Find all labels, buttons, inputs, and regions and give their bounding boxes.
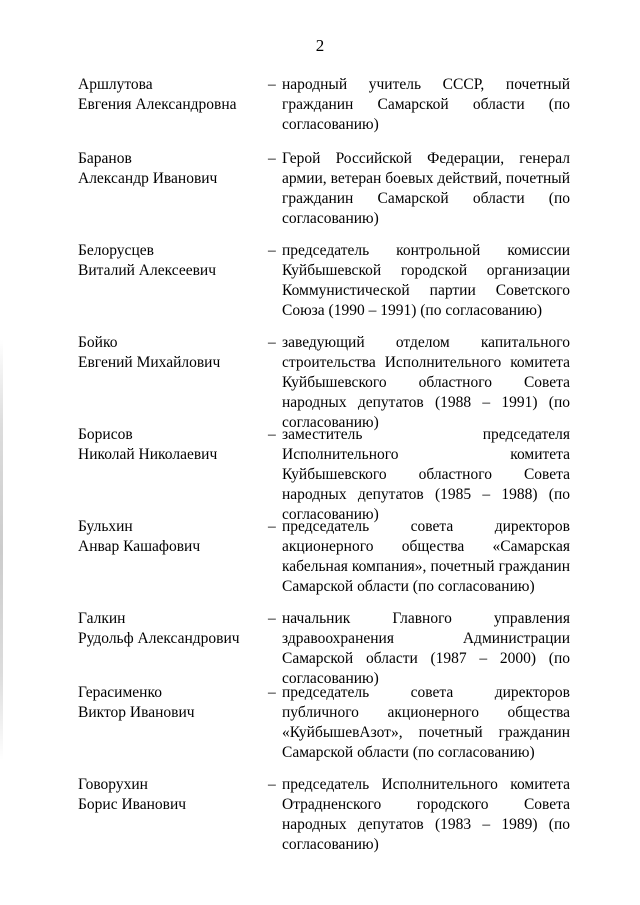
entry-dash: – bbox=[268, 610, 276, 627]
member-description: председатель контрольной комиссии Куйбышевской городской организации Коммунистической партии Советского Союза (1990 – 1991) (по согласованию) bbox=[282, 242, 570, 319]
member-given-names: Виталий Алексеевич bbox=[78, 262, 217, 279]
entry-dash: – bbox=[268, 518, 276, 535]
member-description: председатель Исполнительного комитета Отрадненского городского Совета народных депутатов (1983 – 1989) (по согласованию) bbox=[282, 776, 570, 853]
entry-dash: – bbox=[268, 242, 276, 259]
member-given-names: Виктор Иванович bbox=[78, 704, 195, 721]
page-number: 2 bbox=[315, 36, 325, 55]
member-given-names: Николай Николаевич bbox=[78, 446, 218, 463]
member-description: начальник Главного управления здравоохранения Администрации Самарской области (1987 – 2000) (по согласованию) bbox=[282, 610, 570, 687]
member-name bbox=[78, 775, 268, 855]
member-surname: Говорухин bbox=[78, 776, 148, 793]
entry-dash: – bbox=[268, 334, 276, 351]
member-surname: Бульхин bbox=[78, 518, 133, 535]
member-surname: Бойко bbox=[78, 334, 118, 351]
member-description: председатель совета директоров публичного акционерного общества «КуйбышевАзот», почетный гражданин Самарской области (по согласованию) bbox=[282, 684, 570, 761]
member-name bbox=[78, 683, 268, 763]
member-name bbox=[78, 425, 268, 525]
entry-dash: – bbox=[268, 426, 276, 443]
member-name bbox=[78, 149, 268, 229]
member-given-names: Анвар Кашафович bbox=[78, 538, 201, 555]
entry-dash: – bbox=[268, 684, 276, 701]
member-description: Герой Российской Федерации, генерал армии, ветеран боевых действий, почетный гражданин Самарской области (по согласованию) bbox=[282, 150, 570, 227]
list-item bbox=[78, 425, 576, 525]
member-name bbox=[78, 609, 268, 689]
list-item bbox=[78, 609, 576, 689]
member-description: народный учитель СССР, почетный гражданин Самарской области (по согласованию) bbox=[282, 76, 570, 133]
member-surname: Аршлутова bbox=[78, 76, 153, 93]
member-description: председатель совета директоров акционерного общества «Самарская кабельная компания», почетный гражданин Самарской области (по согласованию) bbox=[282, 518, 570, 595]
list-item bbox=[78, 241, 576, 321]
member-given-names: Евгений Михайлович bbox=[78, 354, 221, 371]
member-name bbox=[78, 517, 268, 597]
member-name bbox=[78, 333, 268, 433]
member-given-names: Евгения Александровна bbox=[78, 96, 237, 113]
list-item bbox=[78, 683, 576, 763]
member-surname: Баранов bbox=[78, 150, 132, 167]
member-name bbox=[78, 241, 268, 321]
list-item bbox=[78, 517, 576, 597]
member-surname: Белорусцев bbox=[78, 242, 154, 259]
member-name bbox=[78, 75, 268, 135]
scan-edge-shadow bbox=[0, 340, 3, 760]
member-surname: Галкин bbox=[78, 610, 126, 627]
member-given-names: Борис Иванович bbox=[78, 796, 187, 813]
entry-dash: – bbox=[268, 776, 276, 793]
list-item bbox=[78, 333, 576, 433]
member-given-names: Александр Иванович bbox=[78, 170, 218, 187]
member-description: заведующий отделом капитального строительства Исполнительного комитета Куйбышевского областного Совета народных депутатов (1988 – 1991) (по согласованию) bbox=[282, 334, 570, 431]
list-item bbox=[78, 775, 576, 855]
entry-dash: – bbox=[268, 76, 276, 93]
member-surname: Борисов bbox=[78, 426, 133, 443]
member-surname: Герасименко bbox=[78, 684, 162, 701]
list-item bbox=[78, 75, 576, 135]
entry-dash: – bbox=[268, 150, 276, 167]
member-given-names: Рудольф Александрович bbox=[78, 630, 240, 647]
list-item bbox=[78, 149, 576, 229]
member-description: заместитель председателя Исполнительного комитета Куйбышевского областного Совета народных депутатов (1985 – 1988) (по согласованию) bbox=[282, 426, 570, 523]
